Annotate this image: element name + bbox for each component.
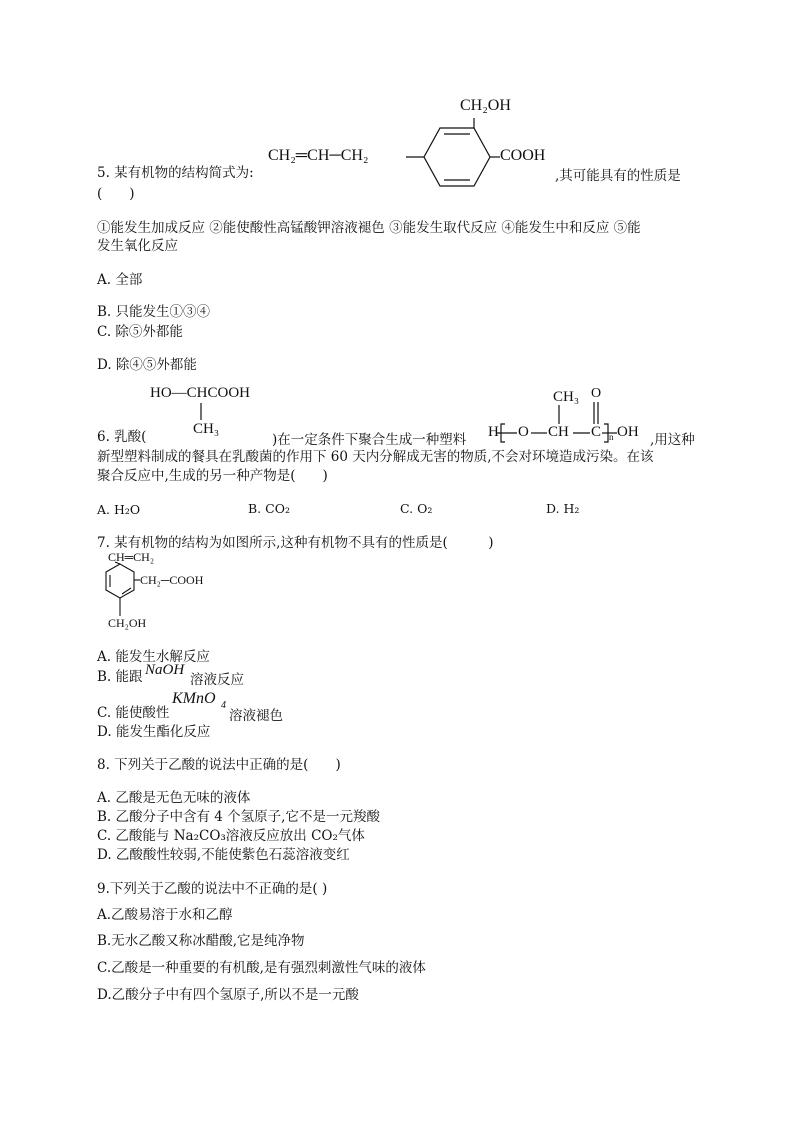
q5-ch2oh-label: CH₂OH <box>460 97 511 114</box>
q7-side-label: CH₂─COOH <box>140 573 204 587</box>
q8-option-d[interactable]: D. 乙酸酸性较弱,不能使紫色石蕊溶液变红 <box>97 847 350 863</box>
q7-vinyl-label: CH═CH₂ <box>108 550 155 564</box>
q6-option-a[interactable]: A. H₂O <box>97 502 141 517</box>
q6-option-b[interactable]: B. CO₂ <box>248 501 290 516</box>
q8-stem: 8. 下列关于乙酸的说法中正确的是( ) <box>97 757 341 773</box>
q5-props-line1: ①能发生加成反应 ②能使酸性高锰酸钾溶液褪色 ③能发生取代反应 ④能发生中和反应 ⑤能 <box>97 220 641 236</box>
q7-option-b-formula: NaOH <box>145 662 185 678</box>
q8-option-a[interactable]: A. 乙酸是无色无味的液体 <box>97 790 251 806</box>
q5-chain-label: CH₂═CH─CH₂ <box>268 147 369 164</box>
q9-option-a[interactable]: A.乙酸易溶于水和乙醇 <box>97 907 233 923</box>
q5-option-c[interactable]: C. 除⑤外都能 <box>97 324 183 340</box>
q7-option-c-prefix[interactable]: C. 能使酸性 <box>97 705 170 721</box>
q6-option-d[interactable]: D. H₂ <box>546 501 580 516</box>
q7-option-d[interactable]: D. 能发生酯化反应 <box>97 724 211 740</box>
q8-option-c[interactable]: C. 乙酸能与 Na₂CO₃溶液反应放出 CO₂气体 <box>97 828 365 844</box>
q8-option-b[interactable]: B. 乙酸分子中含有 4 个氢原子,它不是一元羧酸 <box>97 809 380 825</box>
q9-option-b[interactable]: B.无水乙酸又称冰醋酸,它是纯净物 <box>97 933 305 949</box>
q5-option-b[interactable]: B. 只能发生①③④ <box>97 304 211 320</box>
q9-stem: 9.下列关于乙酸的说法中不正确的是( ) <box>97 881 328 897</box>
q6-stem-mid: )在一定条件下聚合生成一种塑料 <box>272 432 467 448</box>
q6-polymer-o: O <box>518 424 529 440</box>
q6-polymer-n: n <box>609 432 614 442</box>
q6-stem-suffix: ,用这种 <box>650 432 695 448</box>
q5-stem-suffix: ,其可能具有的性质是 <box>555 168 681 184</box>
q7-stem: 7. 某有机物的结构为如图所示,这种有机物不具有的性质是( ) <box>97 535 494 551</box>
q7-option-b-suffix: 溶液反应 <box>190 672 244 688</box>
q6-option-c[interactable]: C. O₂ <box>400 501 433 516</box>
q9-option-c[interactable]: C.乙酸是一种重要的有机酸,是有强烈刺激性气味的液体 <box>97 960 426 976</box>
q5-paren: ( ) <box>97 186 135 202</box>
q7-option-a[interactable]: A. 能发生水解反应 <box>97 649 210 665</box>
q7-option-c-formula: KMnO <box>172 690 216 707</box>
q5-option-d[interactable]: D. 除④⑤外都能 <box>97 357 197 373</box>
q7-option-c-subscript: 4 <box>221 700 226 711</box>
q6-polymer-ch3: CH₃ <box>553 389 580 405</box>
q6-stem-line2: 新型塑料制成的餐具在乳酸菌的作用下 60 天内分解成无害的物质,不会对环境造成污染。在该 <box>97 449 654 465</box>
q6-polymer-o-top: O <box>591 386 602 401</box>
q7-option-c-suffix: 溶液褪色 <box>229 708 283 724</box>
q6-lactic-top: HO—CHCOOH <box>150 385 251 401</box>
q9-option-d[interactable]: D.乙酸分子中有四个氢原子,所以不是一元酸 <box>97 987 359 1003</box>
q6-stem-prefix: 6. 乳酸( <box>97 429 147 445</box>
q6-polymer-h: H <box>488 424 499 440</box>
q6-polymer-c: C <box>591 424 602 440</box>
q7-option-b-prefix[interactable]: B. 能跟 <box>97 669 143 685</box>
q6-lactic-bottom: CH₃ <box>193 421 220 437</box>
q6-polymer-oh: OH <box>617 424 639 440</box>
q5-props-line2: 发生氧化反应 <box>97 238 178 254</box>
q5-option-a[interactable]: A. 全部 <box>97 272 143 288</box>
q5-cooh-label: COOH <box>500 147 546 164</box>
q5-stem-prefix: 5. 某有机物的结构简式为: <box>97 165 254 181</box>
q7-bottom-label: CH₂OH <box>108 616 147 630</box>
q6-stem-line3: 聚合反应中,生成的另一种产物是( ) <box>97 468 328 484</box>
q6-polymer-ch: CH <box>548 424 569 440</box>
